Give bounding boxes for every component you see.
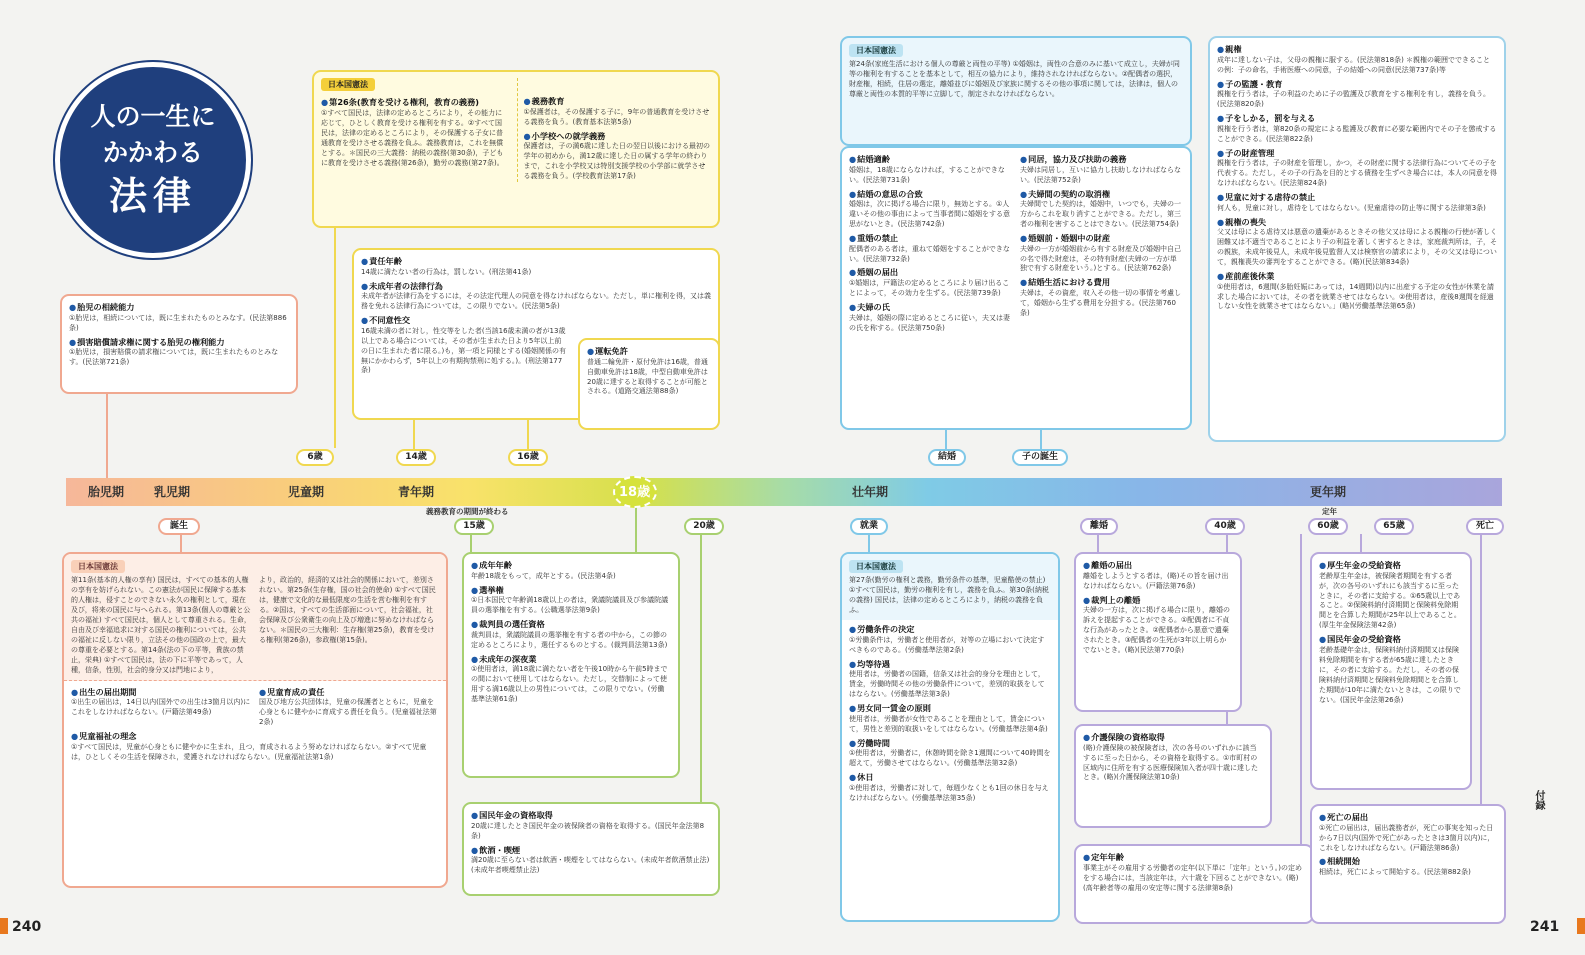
- mar-p3: 配偶者のある者は，重ねて婚姻をすることができない。(民法第732条): [849, 244, 1010, 263]
- divorce-box: [1074, 552, 1242, 712]
- mar-h2: ● 結婚の意思の合致: [849, 189, 1012, 201]
- connector: [1300, 534, 1302, 844]
- appendix-label: 付録: [1533, 790, 1544, 810]
- stage-fetus: 胎児期: [88, 485, 125, 499]
- adult-p4: ①使用者は，満18歳に満たない者を午後10時から午前5時までの間において使用してはならない。ただし，交替制によって使用する満16歳以上の男性については，この限りでない。(労働基準法第61条): [471, 665, 668, 704]
- p65-h2: ● 国民年金の受給資格: [1319, 634, 1463, 646]
- ret-p: 事業主がその雇用する労働者の定年(以下単に「定年」という。)の定めをする場合には，当該定年は，六十歳を下回ることができない。(略)(高年齢者等の雇用の安定等に関する法律第8条): [1083, 863, 1302, 892]
- title-line1: 人の一生に: [90, 102, 216, 131]
- par-h3: ● 子をしかる，罰を与える: [1217, 113, 1497, 125]
- mar-p2: 婚姻は，次に掲げる場合に限り，無効とする。①人違いその他の事由によって当事者間に婚姻をする意思がないとき。(民法第742条): [849, 200, 1010, 229]
- fetus-box: [60, 294, 298, 394]
- birth-const-left: 第11条(基本的人権の享有) 国民は，すべての基本的人権の享有を妨げられない。この憲法が国民に保障する基本的人権は，侵すことのできない永久の権利として，現在及び，将来の国民に与へられる。第13条(個人の尊厳と公共の福祉) すべて国民は，個人として尊重される。生命，自由及び幸福追求に対する国民の権利については，公共の福祉に反しない限り，立法その他の国政の上で，最大の尊重を必要とする。第14条(法の下の平等，貴族の禁止，栄典) ①すべて国民は，法の下に平等であって，人種，信条，性別，社会的身分又は門地により，: [71, 576, 251, 674]
- connector: [1480, 534, 1482, 804]
- connector: [868, 534, 870, 554]
- work-p4: ①使用者は，労働者に，休憩時間を除き1週間について40時間を超えて，労働させてはならない。(労働基準法第32条): [849, 749, 1051, 768]
- age-40-pill: 40歳: [1205, 518, 1245, 535]
- par-p7: ①使用者は，6週間(多胎妊娠にあっては，14週間)以内に出産する予定の女性が休業を請求した場合においては，その者を就業させてはならない。②使用者は，産後8週間を経過しない女性を就業させてはならない。」(略)(労働基準法第65条): [1217, 282, 1495, 311]
- age-65-pill: 65歳: [1374, 518, 1414, 535]
- div-p1: 離婚をしようとする者は，(略)その旨を届け出なければならない。(戸籍法第76条): [1083, 571, 1229, 590]
- birth-pill: 誕生: [158, 518, 200, 535]
- retire-box: [1074, 844, 1314, 924]
- marriage-box: [840, 146, 1192, 430]
- stage-18: 18歳: [619, 485, 651, 500]
- p20-p1: 20歳に達したとき国民年金の被保険者の資格を取得する。(国民年金法第8条): [471, 821, 705, 840]
- youth-p3: 16歳未満の者に対し，性交等をした者(当該16歳未満の者が13歳以上である場合については，その者が生まれた日より5年以上前の日に生まれた者に限る。)も，第一項と同様とする(婚姻関係の有無にかかわらず，5年以上の有期拘禁刑に処する。)。(刑法第177条): [361, 326, 566, 375]
- mar-h5: ● 夫婦の氏: [849, 302, 1012, 314]
- par-p2: 親権を行う者は，子の利益のために子の監護及び教育をする権利を有し，義務を負う。(民法第820条): [1217, 90, 1490, 109]
- connector: [470, 534, 472, 552]
- birth-p1: ①出生の届出は，14日以内(国外での出生は3箇月以内)にこれをしなければならない。(戸籍法第49条): [71, 698, 251, 717]
- mar-p5: 夫婦は，婚姻の際に定めるところに従い，夫又は妻の氏を称する。(民法第750条): [849, 313, 1010, 332]
- death-box: [1310, 804, 1506, 924]
- mar-h9: ● 結婚生活における費用: [1020, 277, 1183, 289]
- adult-box: [462, 552, 680, 778]
- license-h: ● 運転免許: [587, 346, 711, 358]
- death-h2: ● 相続開始: [1319, 856, 1497, 868]
- par-p3: 親権を行う者は，第820条の規定による監護及び教育に必要な範囲内でその子を懲戒することができる。(民法第822条): [1217, 124, 1497, 143]
- par-p5: 何人も，児童に対し，虐待をしてはならない。(児童虐待の防止等に関する法律第3条): [1217, 203, 1486, 212]
- adult-p1: 年齢18歳をもって，成年とする。(民法第4条): [471, 571, 616, 580]
- par-h4: ● 子の財産管理: [1217, 148, 1497, 160]
- mar-p9: 夫婦は，その資産，収入その他一切の事情を考慮して，婚姻から生ずる費用を分担する。(民法第760条): [1020, 289, 1181, 317]
- const-tag: 日本国憲法: [849, 44, 903, 57]
- child-birth-pill: 子の誕生: [1012, 449, 1068, 466]
- work-p2: 使用者は，労働者の国籍，信条又は社会的身分を理由として，賃金，労働時間その他の労働条件について，差別的取扱をしてはならない。(労働基準法第3条): [849, 670, 1045, 699]
- connector: [700, 534, 702, 802]
- mar-h7: ● 夫婦間の契約の取消権: [1020, 189, 1183, 201]
- birth-h3: ● 児童福祉の理念: [71, 731, 439, 743]
- p20-p2: 満20歳に至らない者は飲酒・喫煙をしてはならない。(未成年者飲酒禁止法)(未成年者喫煙禁止法): [471, 856, 710, 875]
- youth-h3: ● 不同意性交: [361, 315, 711, 327]
- ret-h: ● 定年年齢: [1083, 852, 1305, 864]
- retire-note: 定年: [1322, 507, 1337, 516]
- work-p1: ①労働条件は，労働者と使用者が，対等の立場において決定すべきものである。(労働基準法第2条): [849, 635, 1045, 654]
- marriage-const-p: 第24条(家庭生活における個人の尊厳と両性の平等) ①婚姻は，両性の合意のみに基いて成立し，夫婦が同等の権利を有することを基本として，相互の協力により，維持されなければならない。②配偶者の選択，財産権，相続，住居の選定，離婚並びに婚姻及び家族に関するその他の事項に関しては，法律は，個人の尊厳と両性の本質的平等に立脚して，制定されなければならない。: [849, 60, 1180, 99]
- mar-h1: ● 結婚適齢: [849, 154, 1012, 166]
- par-p1: 成年に達しない子は，父母の親権に服する。(民法第818条) ＊親権の範囲でできることの例：子の命名，手術医療への同意，子の結婚への同意(民法第737条)等: [1217, 55, 1491, 74]
- stage-child: 児童期: [288, 485, 325, 499]
- stage-youth: 青年期: [398, 485, 435, 499]
- mar-p7: 夫婦間でした契約は，婚姻中，いつでも，夫婦の一方からこれを取り消すことができる。ただし，第三者の権利を害することはできない。(民法第754条): [1020, 200, 1181, 229]
- mar-p1: 婚姻は，18歳にならなければ，することができない。(民法第731条): [849, 165, 1005, 184]
- education-box: [312, 70, 720, 228]
- age-6-pill: 6歳: [296, 449, 334, 466]
- edu-h-left: ● 第26条(教育を受ける権利，教育の義務): [321, 97, 509, 109]
- work-p5: ①使用者は，労働者に対して，毎週少なくとも1回の休日を与えなければならない。(労働基準法第35条): [849, 783, 1049, 802]
- age-20-pill: 20歳: [684, 518, 724, 535]
- youth-p1: 14歳に満たない者の行為は，罰しない。(刑法第41条): [361, 267, 532, 276]
- connector: [413, 418, 415, 450]
- const-tag: 日本国憲法: [71, 560, 125, 573]
- fetus-p1: ①胎児は，相続については，既に生まれたものとみなす。(民法第886条): [69, 313, 287, 332]
- adult-h2: ● 選挙権: [471, 585, 671, 597]
- work-h2: ● 均等待遇: [849, 659, 1051, 671]
- title-line2: かかわる: [102, 138, 203, 167]
- divorce-pill: 離婚: [1080, 518, 1118, 535]
- stage-infant: 乳児期: [154, 485, 191, 499]
- youth-p2: 未成年者が法律行為をするには，その法定代理人の同意を得なければならない。ただし，単に権利を得，又は義務を免れる法律行為については，この限りでない。(民法第5条): [361, 292, 711, 311]
- birth-const-right: より，政治的，経済的又は社会的関係において，差別されない。第25条(生存権，国の社会的使命) ①すべて国民は，健康で文化的な最低限度の生活を営む権利を有する。②国は，すべての生活部面について，社会福祉，社会保障及び公衆衛生の向上及び増進に努めなければならない。＊国民の三大権利：生存権(第25条)，教育を受ける権利(第26条)，参政権(第15条)。: [259, 576, 436, 644]
- license-p: 普通二輪免許・原付免許は16歳，普通自動車免許は18歳，中型自動車免許は20歳に達すると取得することが可能とされる。(道路交通法第88条): [587, 357, 708, 396]
- title-line3: 法律: [108, 174, 197, 218]
- par-h2: ● 子の監護・教育: [1217, 79, 1497, 91]
- mar-p4: ①婚姻は，戸籍法の定めるところにより届け出ることによって，その効力を生ずる。(民法第739条): [849, 279, 1010, 298]
- p65-h1: ● 厚生年金の受給資格: [1319, 560, 1463, 572]
- page-number-right: 241: [1530, 919, 1560, 935]
- care-p: (略)介護保険の被保険者は，次の各号のいずれかに該当するに至った日から，その資格を取得する。①市町村の区域内に住所を有する医療保険加入者が四十歳に達したとき。(略)(介護保険法第10条): [1083, 743, 1258, 782]
- death-p1: ①死亡の届出は，届出義務者が，死亡の事実を知った日から7日以内(国外で死亡があったときは3箇月以内)に，これをしなければならない。(戸籍法第86条): [1319, 823, 1495, 852]
- compulsory-edu-note: 義務教育の期間が終わる: [426, 507, 509, 516]
- connector: [1097, 534, 1099, 554]
- work-h4: ● 労働時間: [849, 738, 1051, 750]
- div-p2: 夫婦の一方は，次に掲げる場合に限り，離婚の訴えを提起することができる。①配偶者に不貞な行為があったとき。②配偶者から悪意で遺棄されたとき。③配偶者の生死が3年以上明らかでないとき。(略)(民法第770条): [1083, 606, 1230, 654]
- title-circle: [55, 62, 251, 258]
- par-h5: ● 児童に対する虐待の禁止: [1217, 192, 1497, 204]
- death-p2: 相続は，死亡によって開始する。(民法第882条): [1319, 868, 1471, 877]
- fetus-p2: ①胎児は，損害賠償の請求権については，既に生まれたものとみなす。(民法第721条): [69, 348, 279, 367]
- connector: [334, 226, 336, 448]
- birth-h1: ● 出生の届出期間: [71, 687, 251, 699]
- par-p4: 親権を行う者は，子の財産を管理し，かつ，その財産に関する法律行為についてその子を代表する。ただし，その子の行為を目的とする債務を生ずべき場合には，本人の同意を得なければならない。(民法第824条): [1217, 159, 1497, 188]
- adult-h1: ● 成年年齢: [471, 560, 671, 572]
- p20-h2: ● 飲酒・喫煙: [471, 845, 711, 857]
- p65-p1: 老齢厚生年金は，被保険者期間を有する者が，次の各号のいずれにも該当するに至ったときに，その者に支給する。①65歳以上であること。②保険料納付済期間と保険料免除期間とを合算した期間が25年以上であること。(厚生年金保険法第42条): [1319, 571, 1461, 630]
- edu-h2: ● 小学校への就学義務: [524, 131, 712, 143]
- mar-h8: ● 婚姻前・婚姻中の財産: [1020, 233, 1183, 245]
- fetus-h2: ● 損害賠償請求権に関する胎児の権利能力: [69, 337, 289, 349]
- care-box: [1074, 724, 1272, 828]
- connector: [1040, 430, 1042, 450]
- death-h1: ● 死亡の届出: [1319, 812, 1497, 824]
- parent-box: [1208, 36, 1506, 442]
- par-h6: ● 親権の喪失: [1217, 217, 1497, 229]
- edu-p-left: ①すべて国民は，法律の定めるところにより，その能力に応じて，ひとしく教育を受ける権利を有する。②すべて国民は，法律の定めるところにより，その保護する子女に普通教育を受けさせる義務を負ふ。義務教育は，これを無償とする。＊国民の三大義務：納税の義務(第30条)，子どもに教育を受けさせる義務(第26条)，勤労の義務(第27条)。: [321, 109, 504, 167]
- work-h1: ● 労働条件の決定: [849, 624, 1051, 636]
- mar-p6: 夫婦は同居し，互いに協力し扶助しなければならない。(民法第752条): [1020, 165, 1181, 184]
- license-box: [578, 338, 720, 430]
- par-p6: 父又は母による虐待又は悪意の遺棄があるときその他父又は母による親権の行使が著しく困難又は不適当であることにより子の利益を著しく害するときは，家庭裁判所は，子，その親族，未成年後見人，未成年後見監督人又は検察官の請求により，その父又は母について，親権喪失の審判をすることができる。(略)(民法第834条): [1217, 228, 1497, 267]
- connector: [180, 534, 182, 554]
- mar-h6: ● 同居，協力及び扶助の義務: [1020, 154, 1183, 166]
- div-h2: ● 裁判上の離婚: [1083, 595, 1233, 607]
- page-marker-right: [1577, 918, 1585, 934]
- marriage-const-box: [840, 36, 1192, 146]
- page-number-left: 240: [12, 919, 42, 935]
- p65-p2: 老齢基礎年金は，保険料納付済期間又は保険料免除期間を有する者が65歳に達したときに，その者に支給する。ただし，その者の保険料納付済期間と保険料免除期間とを合算した期間が10年に満たないときは，この限りでない。(国民年金法第26条): [1319, 645, 1461, 704]
- par-h7: ● 産前産後休業: [1217, 271, 1497, 283]
- fetus-h1: ● 胎児の相続能力: [69, 302, 289, 314]
- mar-h3: ● 重婚の禁止: [849, 233, 1012, 245]
- death-pill: 死亡: [1466, 518, 1504, 535]
- stage-prime: 壮年期: [852, 485, 889, 499]
- connector: [106, 394, 108, 478]
- edu-p1: ①保護者は，その保護する子に，9年の普通教育を受けさせる義務を負う。(教育基本法第5条): [523, 107, 710, 126]
- age-15-pill: 15歳: [454, 518, 494, 535]
- birth-box: [62, 552, 448, 888]
- div-h1: ● 離婚の届出: [1083, 560, 1233, 572]
- const-tag: 日本国憲法: [849, 560, 903, 573]
- birth-h2: ● 児童育成の責任: [259, 687, 439, 699]
- age-14-pill: 14歳: [396, 449, 436, 466]
- care-h: ● 介護保険の資格取得: [1083, 732, 1263, 744]
- work-h3: ● 男女同一賃金の原則: [849, 703, 1051, 715]
- p20-h1: ● 国民年金の資格取得: [471, 810, 711, 822]
- work-p0: 第27条(勤労の権利と義務，勤労条件の基準，児童酷使の禁止) ①すべて国民は，勤労の権利を有し，義務を負ふ。第30条(納税の義務) 国民は，法律の定めるところにより，納税の義務を負ふ。: [849, 576, 1049, 615]
- mar-p8: 夫婦の一方が婚姻前から有する財産及び婚姻中自己の名で得た財産は，その特有財産(夫婦の一方が単独で有する財産をいう。)とする。(民法第762条): [1020, 244, 1181, 273]
- age-60-pill: 60歳: [1308, 518, 1348, 535]
- const-tag: 日本国憲法: [321, 78, 375, 91]
- edu-h1: ● 義務教育: [524, 96, 712, 108]
- work-h5: ● 休日: [849, 772, 1051, 784]
- life-stage-band: [66, 478, 1502, 506]
- age-16-pill: 16歳: [508, 449, 548, 466]
- par-h1: ● 親権: [1217, 44, 1497, 56]
- connector: [527, 418, 529, 450]
- work-box: [840, 552, 1060, 922]
- page-marker-left: [0, 918, 8, 934]
- stage-late: 更年期: [1310, 485, 1347, 499]
- employment-pill: 就業: [850, 518, 888, 535]
- adult-p3: 裁判員は，衆議院議員の選挙権を有する者の中から，この節の定めるところにより，選任するものとする。(裁判員法第13条): [471, 630, 668, 649]
- birth-p3: ①すべて国民は，児童が心身ともに健やかに生まれ，且つ，育成されるよう努めなければならない。②すべて児童は，ひとしくその生活を保障され，愛護されなければならない。(児童福祉法第1条): [71, 742, 427, 761]
- work-p3: 使用者は，労働者が女性であることを理由として，賃金について，男性と差別的取扱いをしてはならない。(労働基準法第4条): [849, 714, 1048, 733]
- adult-h4: ● 未成年の深夜業: [471, 654, 671, 666]
- connector: [945, 428, 947, 450]
- marriage-pill: 結婚: [928, 449, 966, 466]
- birth-p2: 国及び地方公共団体は，児童の保護者とともに，児童を心身ともに健やかに育成する責任を負う。(児童福祉法第2条): [259, 698, 437, 727]
- mar-h4: ● 婚姻の届出: [849, 267, 1012, 279]
- adult-h3: ● 裁判員の選任資格: [471, 619, 671, 631]
- pension20-box: [462, 802, 720, 896]
- youth-h1: ● 責任年齢: [361, 256, 711, 268]
- edu-p2: 保護者は，子の満6歳に達した日の翌日以後における最初の学年の初めから，満12歳に達した日の属する学年の終わりまで，これを小学校又は特別支援学校の小学部に就学させる義務を負う。(学校教育法第17条): [523, 142, 710, 180]
- adult-p2: ①日本国民で年齢満18歳以上の者は，衆議院議員及び参議院議員の選挙権を有する。(公職選挙法第9条): [471, 596, 669, 615]
- youth-h2: ● 未成年者の法律行為: [361, 281, 711, 293]
- connector: [1360, 534, 1362, 554]
- pension65-box: [1310, 552, 1472, 790]
